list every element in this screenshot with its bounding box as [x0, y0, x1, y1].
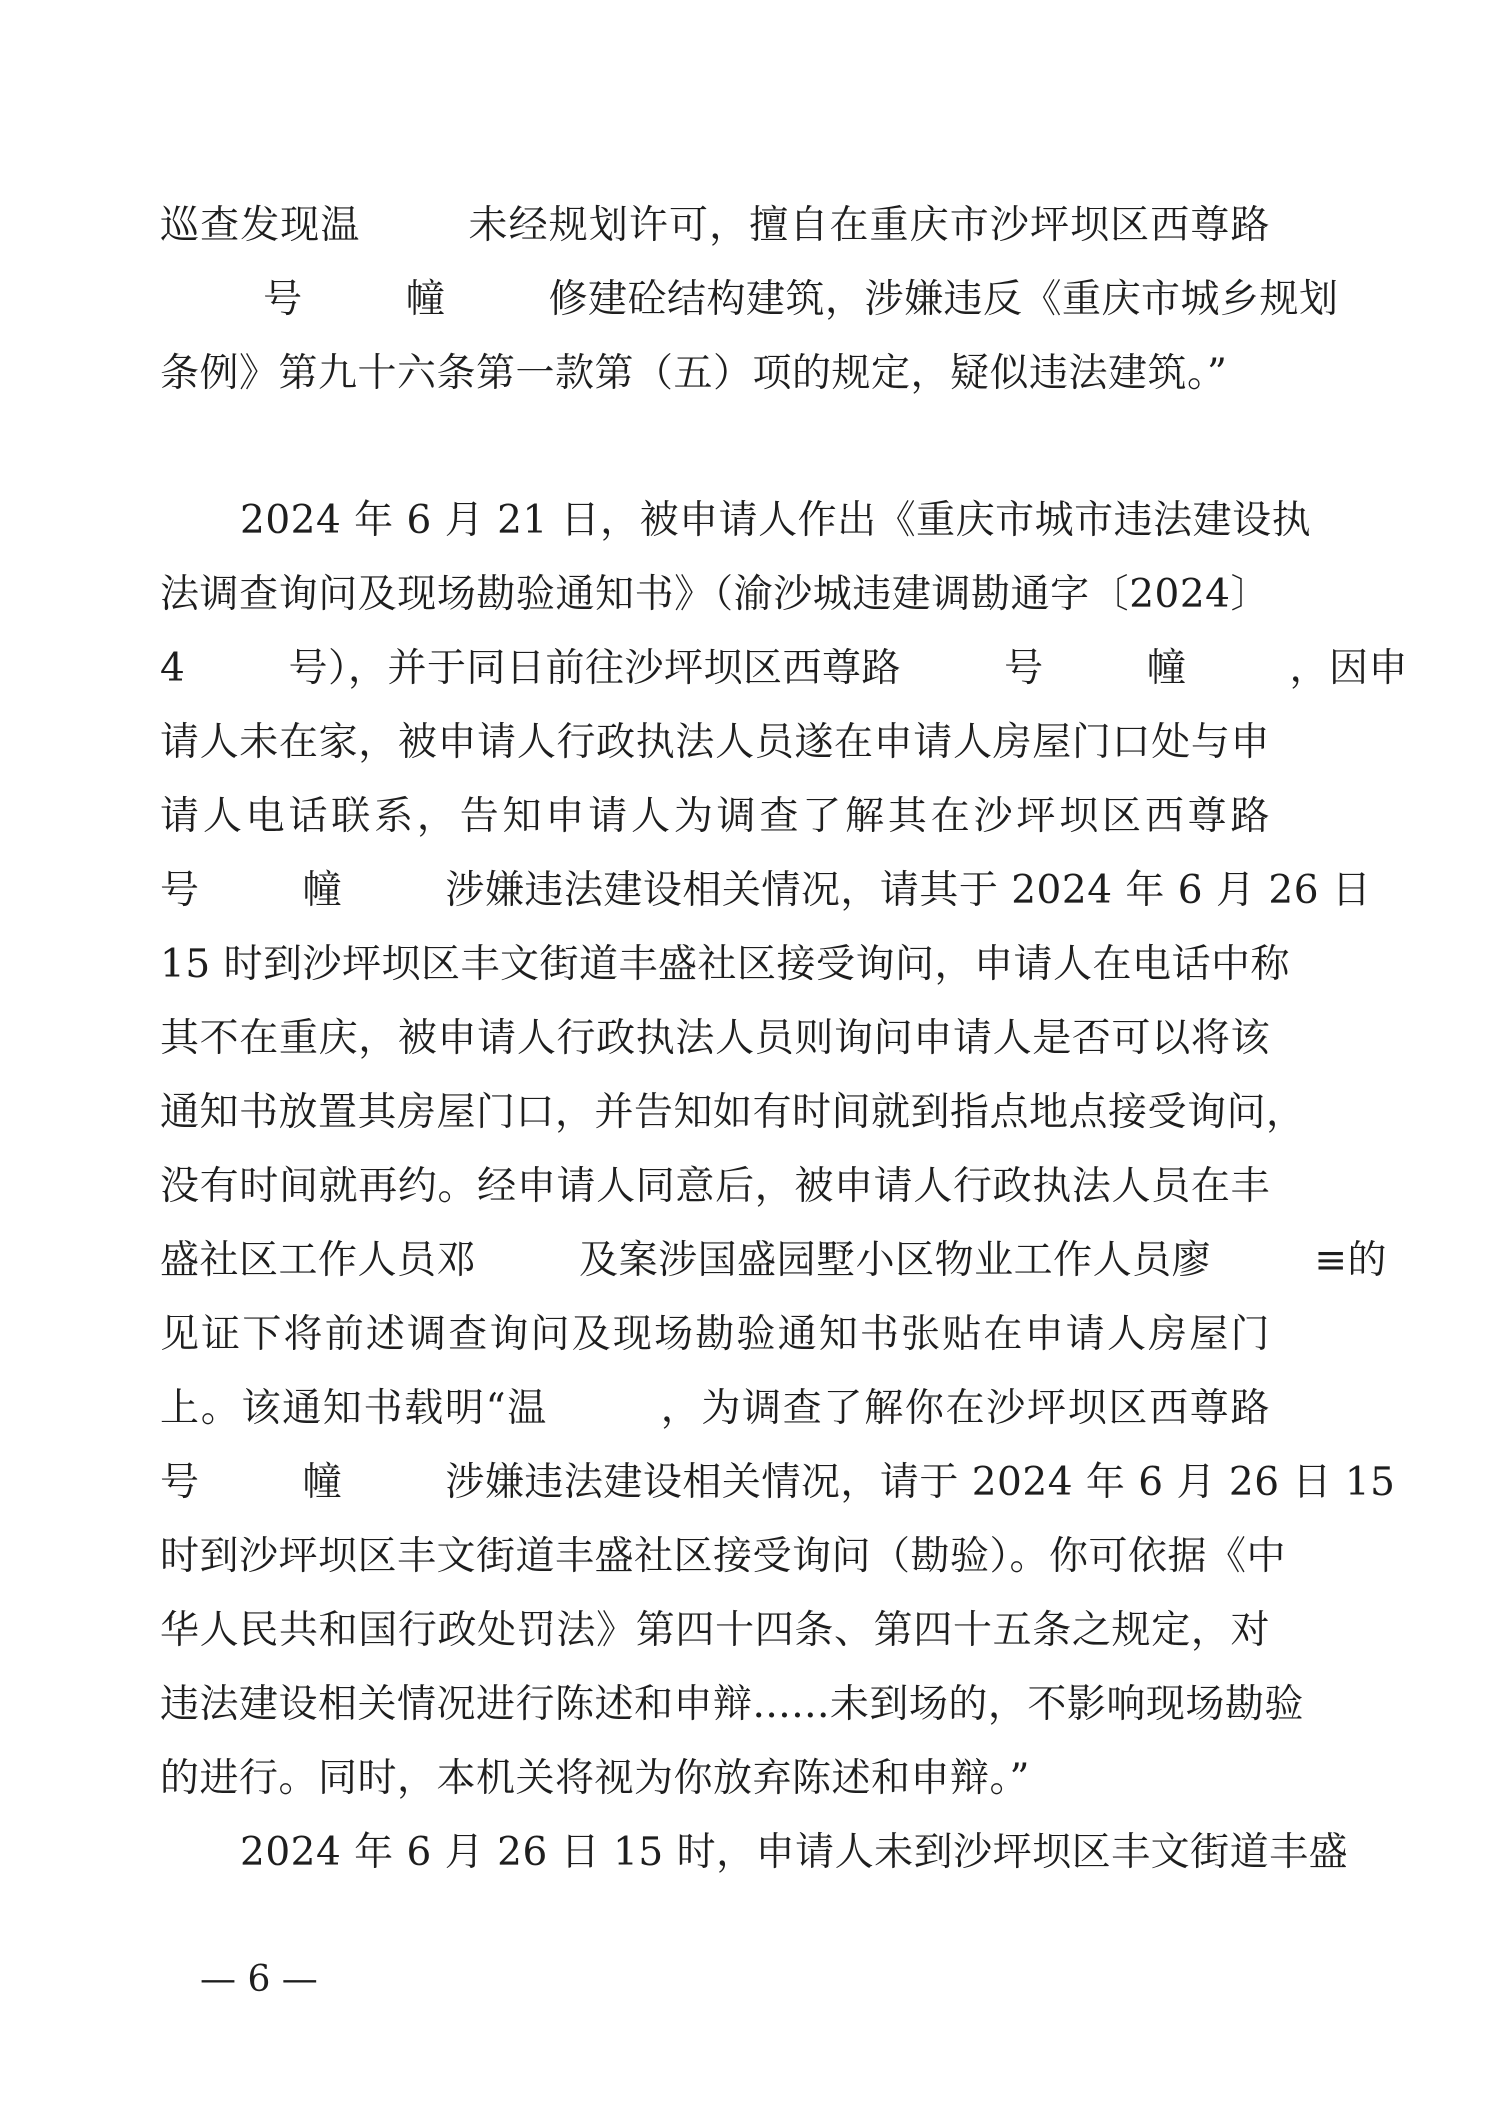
text-line: 见证下将前述调查询问及现场勘验通知书张贴在申请人房屋门	[160, 1312, 1270, 1357]
text-line: 请人电话联系，告知申请人为调查了解其在沙坪坝区西尊路	[160, 794, 1270, 839]
paragraph-first-line: 2024 年 6 月 26 日 15 时，申请人未到沙坪坝区丰文街道丰盛	[240, 1830, 1349, 1875]
text-line: 条例》第九十六条第一款第（五）项的规定，疑似违法建筑。”	[160, 351, 1228, 396]
text-line: 号 幢 修建砼结构建筑，涉嫌违反《重庆市城乡规划	[160, 277, 1339, 322]
page-number: — 6 —	[200, 1959, 318, 2000]
text-line: 15 时到沙坪坝区丰文街道丰盛社区接受询问，申请人在电话中称	[160, 942, 1291, 987]
text-line: 通知书放置其房屋门口，并告知如有时间就到指点地点接受询问，	[160, 1090, 1306, 1135]
text-line: 4 号），并于同日前往沙坪坝区西尊路 号 幢 ，因申	[160, 646, 1409, 691]
text-line: 时到沙坪坝区丰文街道丰盛社区接受询问（勘验）。你可依据《中	[160, 1534, 1287, 1579]
text-line: 的进行。同时，本机关将视为你放弃陈述和申辩。”	[160, 1756, 1030, 1801]
text-line: 巡查发现温 未经规划许可，擅自在重庆市沙坪坝区西尊路	[160, 203, 1270, 248]
text-line: 上。该通知书载明“温 ，为调查了解你在沙坪坝区西尊路	[160, 1386, 1270, 1431]
text-line: 华人民共和国行政处罚法》第四十四条、第四十五条之规定，对	[160, 1608, 1270, 1653]
text-line: 盛社区工作人员邓 及案涉国盛园墅小区物业工作人员廖 ≡的	[160, 1238, 1388, 1283]
text-line: 违法建设相关情况进行陈述和申辩......未到场的，不影响现场勘验	[160, 1682, 1304, 1727]
text-line: 号 幢 涉嫌违法建设相关情况，请于 2024 年 6 月 26 日 15	[160, 1460, 1396, 1505]
text-line: 请人未在家，被申请人行政执法人员遂在申请人房屋门口处与申	[160, 720, 1270, 765]
text-line: 没有时间就再约。经申请人同意后，被申请人行政执法人员在丰	[160, 1164, 1270, 1209]
text-line: 号 幢 涉嫌违法建设相关情况，请其于 2024 年 6 月 26 日	[160, 868, 1372, 913]
text-line: 法调查询问及现场勘验通知书》（渝沙城违建调勘通字〔2024〕	[160, 572, 1270, 617]
paragraph-first-line: 2024 年 6 月 21 日，被申请人作出《重庆市城市违法建设执	[240, 498, 1312, 543]
text-line: 其不在重庆，被申请人行政执法人员则询问申请人是否可以将该	[160, 1016, 1270, 1061]
